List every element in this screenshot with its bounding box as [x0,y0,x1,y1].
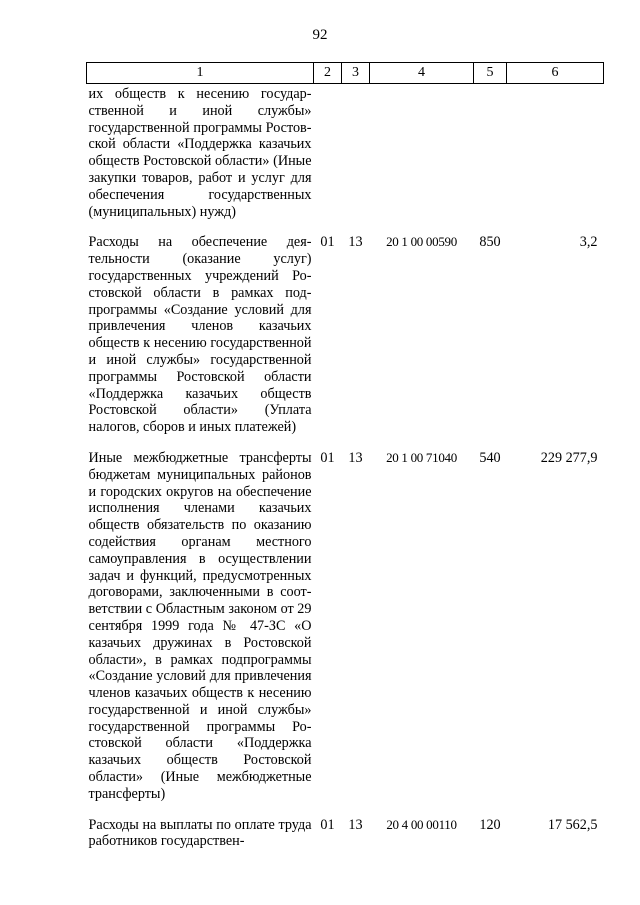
row-target-code: 20 4 00 00110 [386,816,457,832]
row-target-code: 20 1 00 00590 [386,234,457,250]
row-expense-type [474,84,507,235]
table-row [87,450,604,817]
header-col-6: 6 [507,63,604,84]
row-description: Иные межбюджетные трансферты бюджетам муниципальных районов и городских округов на обеспечение исполнения членами казачьих обществ обязательств по оказанию содействия органам местного самоуправления в осуществлении задач и функций, предусмотренных договорами, заключенными в соответствии с Областным законом от 29 сентября 1999 года № 47-ЗС «О казачьих дружинах в Ростовской области», в рамках подпрограммы «Создание условий для привлечения членов казачьих обществ к несению государственной и иной службы» государственной программы Ростовской области «Поддержка казачьих обществ Ростовской области» (Иные межбюджетные трансферты) [88,449,312,802]
row-subsection: 13 [348,816,363,833]
table-row [87,84,604,235]
row-section: 01 [320,234,335,251]
header-col-5: 5 [474,63,507,84]
row-target-code [370,84,474,235]
row-amount: 3,2 [579,234,598,251]
header-col-4: 4 [370,63,474,84]
table-row [87,234,604,450]
budget-table [86,62,604,850]
header-col-2: 2 [314,63,342,84]
row-section [314,84,342,235]
row-expense-type: 540 [479,449,501,466]
row-section: 01 [320,449,335,466]
row-description: их обществ к несению государственной и иной службы» государственной программы Ростовской области «Поддержка казачьих обществ Ростовской области» (Иные закупки товаров, работ и услуг для обеспечения государственных (муниципальных) нужд) [88,86,312,220]
row-section: 01 [320,816,335,833]
table-row [87,817,604,851]
page-number: 92 [312,27,328,43]
row-amount: 229 277,9 [540,449,598,466]
row-target-code: 20 1 00 71040 [386,449,457,465]
table-header-row [87,63,604,84]
row-expense-type: 850 [479,234,501,251]
header-col-3: 3 [342,63,370,84]
header-col-1: 1 [87,63,314,84]
row-amount [507,84,604,235]
row-expense-type: 120 [479,816,501,833]
row-subsection: 13 [348,234,363,251]
row-description: Расходы на обеспечение деятельности (оказание услуг) государственных учреждений Ростовской области в рамках подпрограммы «Создание условий для привлечения членов казачьих обществ к несению государственной и иной службы» государственной программы Ростовской области «Поддержка казачьих обществ Ростовской области» (Уплата налогов, сборов и иных платежей) [88,234,312,436]
row-description: Расходы на выплаты по оплате труда работников государствен- [88,816,312,850]
row-amount: 17 562,5 [547,816,598,833]
row-subsection [342,84,370,235]
row-subsection: 13 [348,449,363,466]
